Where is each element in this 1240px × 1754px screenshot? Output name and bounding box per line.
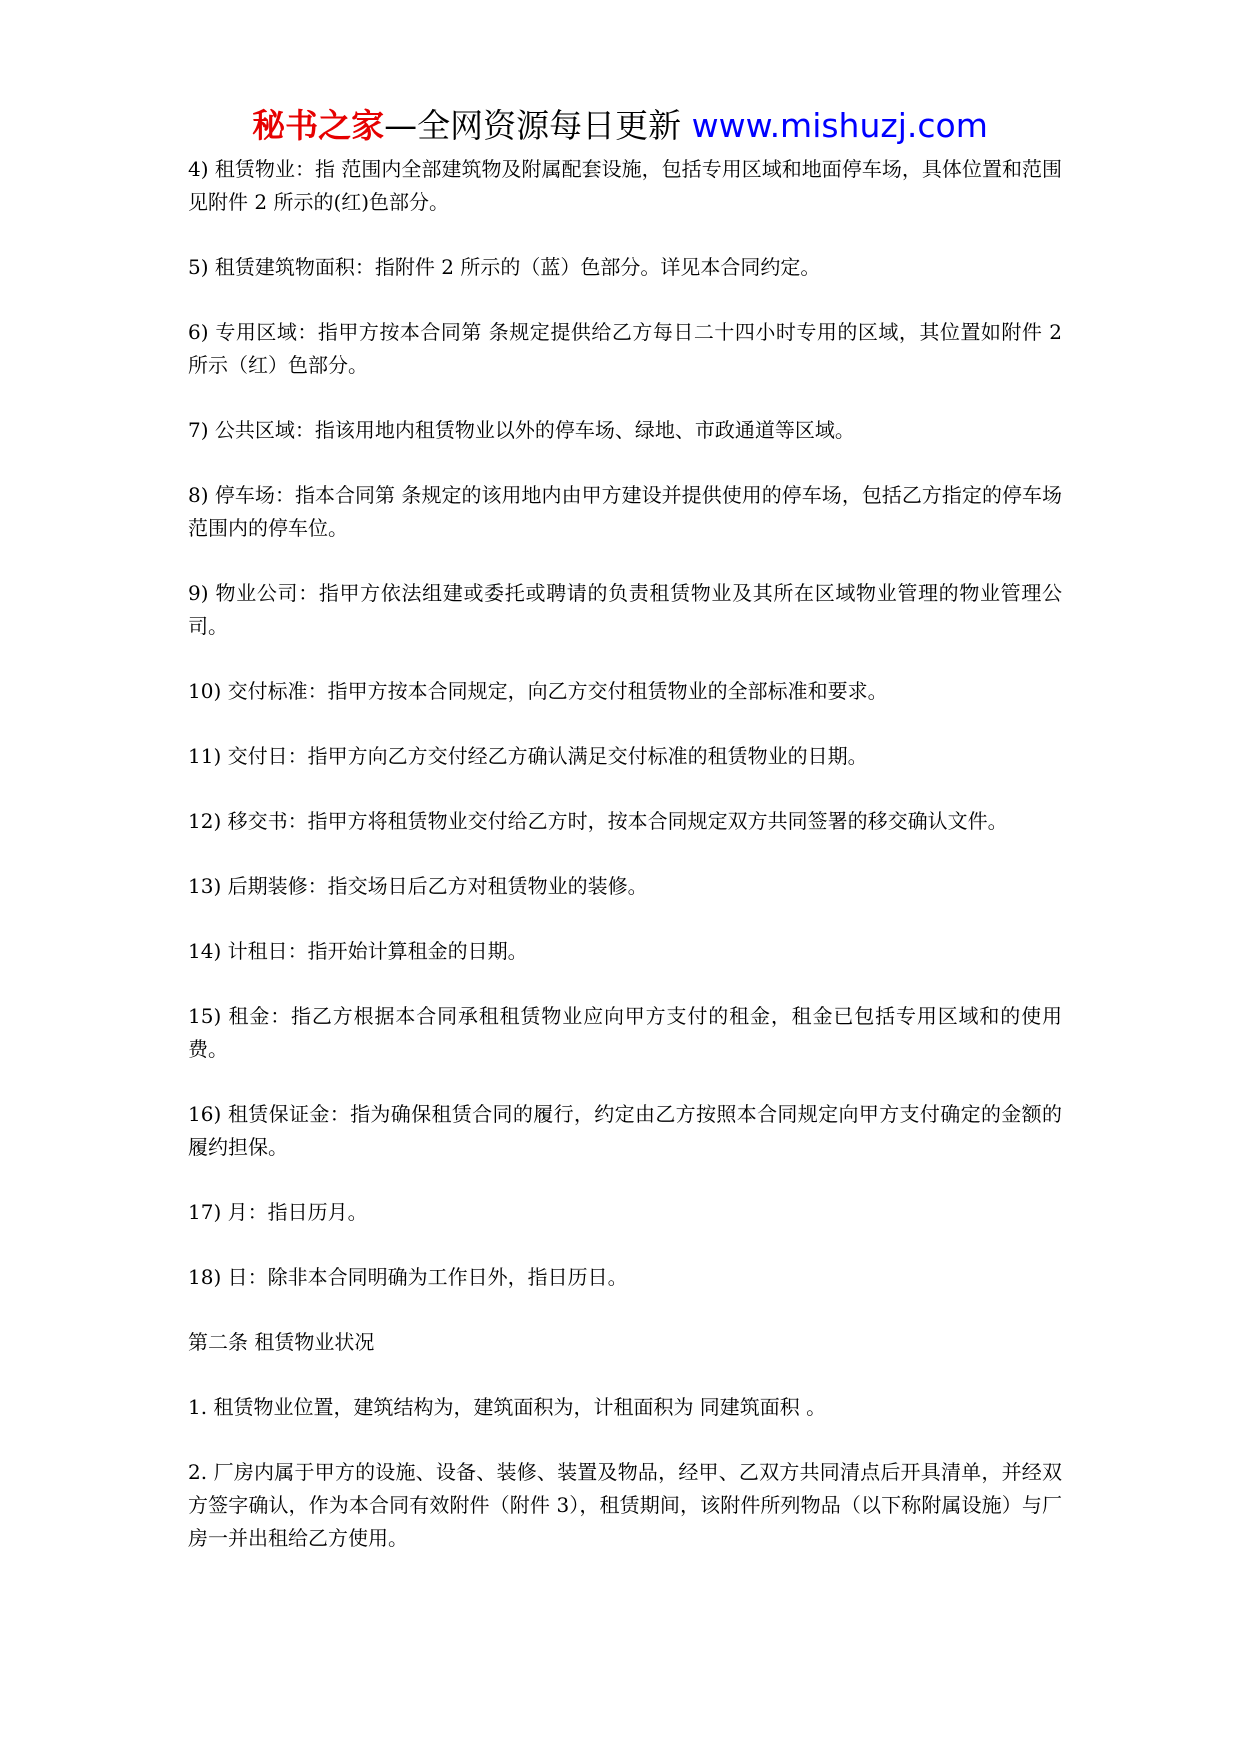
- clause-14-rent-start-date: 14) 计租日：指开始计算租金的日期。: [188, 939, 528, 963]
- article-2-item-1: 1. 租赁物业位置，建筑结构为，建筑面积为，计租面积为 同建筑面积 。: [188, 1395, 827, 1419]
- site-brand: 秘书之家: [252, 106, 385, 145]
- article-2-item-2: 2. 厂房内属于甲方的设施、设备、装修、装置及物品，经甲、乙双方共同清点后开具清单，并经双方签字确认，作为本合同有效附件（附件 3），租赁期间，该附件所列物品（以下称附属设施）与厂房一并出租给乙方使用。: [188, 1460, 1062, 1550]
- clause-16-deposit: 16) 租赁保证金：指为确保租赁合同的履行，约定由乙方按照本合同规定向甲方支付确定的金额的履约担保。: [188, 1102, 1062, 1159]
- clause-9-property-company: 9) 物业公司：指甲方依法组建或委托或聘请的负责租赁物业及其所在区域物业管理的物业管理公司。: [188, 581, 1062, 638]
- clause-18-day: 18) 日：除非本合同明确为工作日外，指日历日。: [188, 1265, 628, 1289]
- site-header: [0, 104, 1240, 148]
- clause-17-month: 17) 月：指日历月。: [188, 1200, 368, 1224]
- clause-4-leased-property: 4) 租赁物业：指 范围内全部建筑物及附属配套设施，包括专用区域和地面停车场，具体位置和范围见附件 2 所示的(红)色部分。: [188, 157, 1062, 214]
- clause-11-delivery-date: 11) 交付日：指甲方向乙方交付经乙方确认满足交付标准的租赁物业的日期。: [188, 744, 868, 768]
- clause-13-later-decoration: 13) 后期装修：指交场日后乙方对租赁物业的装修。: [188, 874, 648, 898]
- site-tagline: —全网资源每日更新: [384, 106, 692, 145]
- site-url-link[interactable]: www.mishuzj.com: [691, 106, 988, 145]
- clause-10-delivery-standard: 10) 交付标准：指甲方按本合同规定，向乙方交付租赁物业的全部标准和要求。: [188, 679, 888, 703]
- clause-7-public-area: 7) 公共区域：指该用地内租赁物业以外的停车场、绿地、市政通道等区域。: [188, 418, 855, 442]
- clause-15-rent: 15) 租金：指乙方根据本合同承租租赁物业应向甲方支付的租金，租金已包括专用区域和的使用费。: [188, 1004, 1062, 1061]
- clause-6-exclusive-area: 6) 专用区域：指甲方按本合同第 条规定提供给乙方每日二十四小时专用的区域，其位置如附件 2 所示（红）色部分。: [188, 320, 1062, 377]
- clause-12-handover-document: 12) 移交书：指甲方将租赁物业交付给乙方时，按本合同规定双方共同签署的移交确认文件。: [188, 809, 1008, 833]
- clause-8-parking-lot: 8) 停车场：指本合同第 条规定的该用地内由甲方建设并提供使用的停车场，包括乙方指定的停车场范围内的停车位。: [188, 483, 1062, 540]
- section-heading-article-2: 第二条 租赁物业状况: [188, 1330, 375, 1354]
- document-body: [188, 153, 1062, 1587]
- clause-5-building-area: 5) 租赁建筑物面积：指附件 2 所示的（蓝）色部分。详见本合同约定。: [188, 255, 821, 279]
